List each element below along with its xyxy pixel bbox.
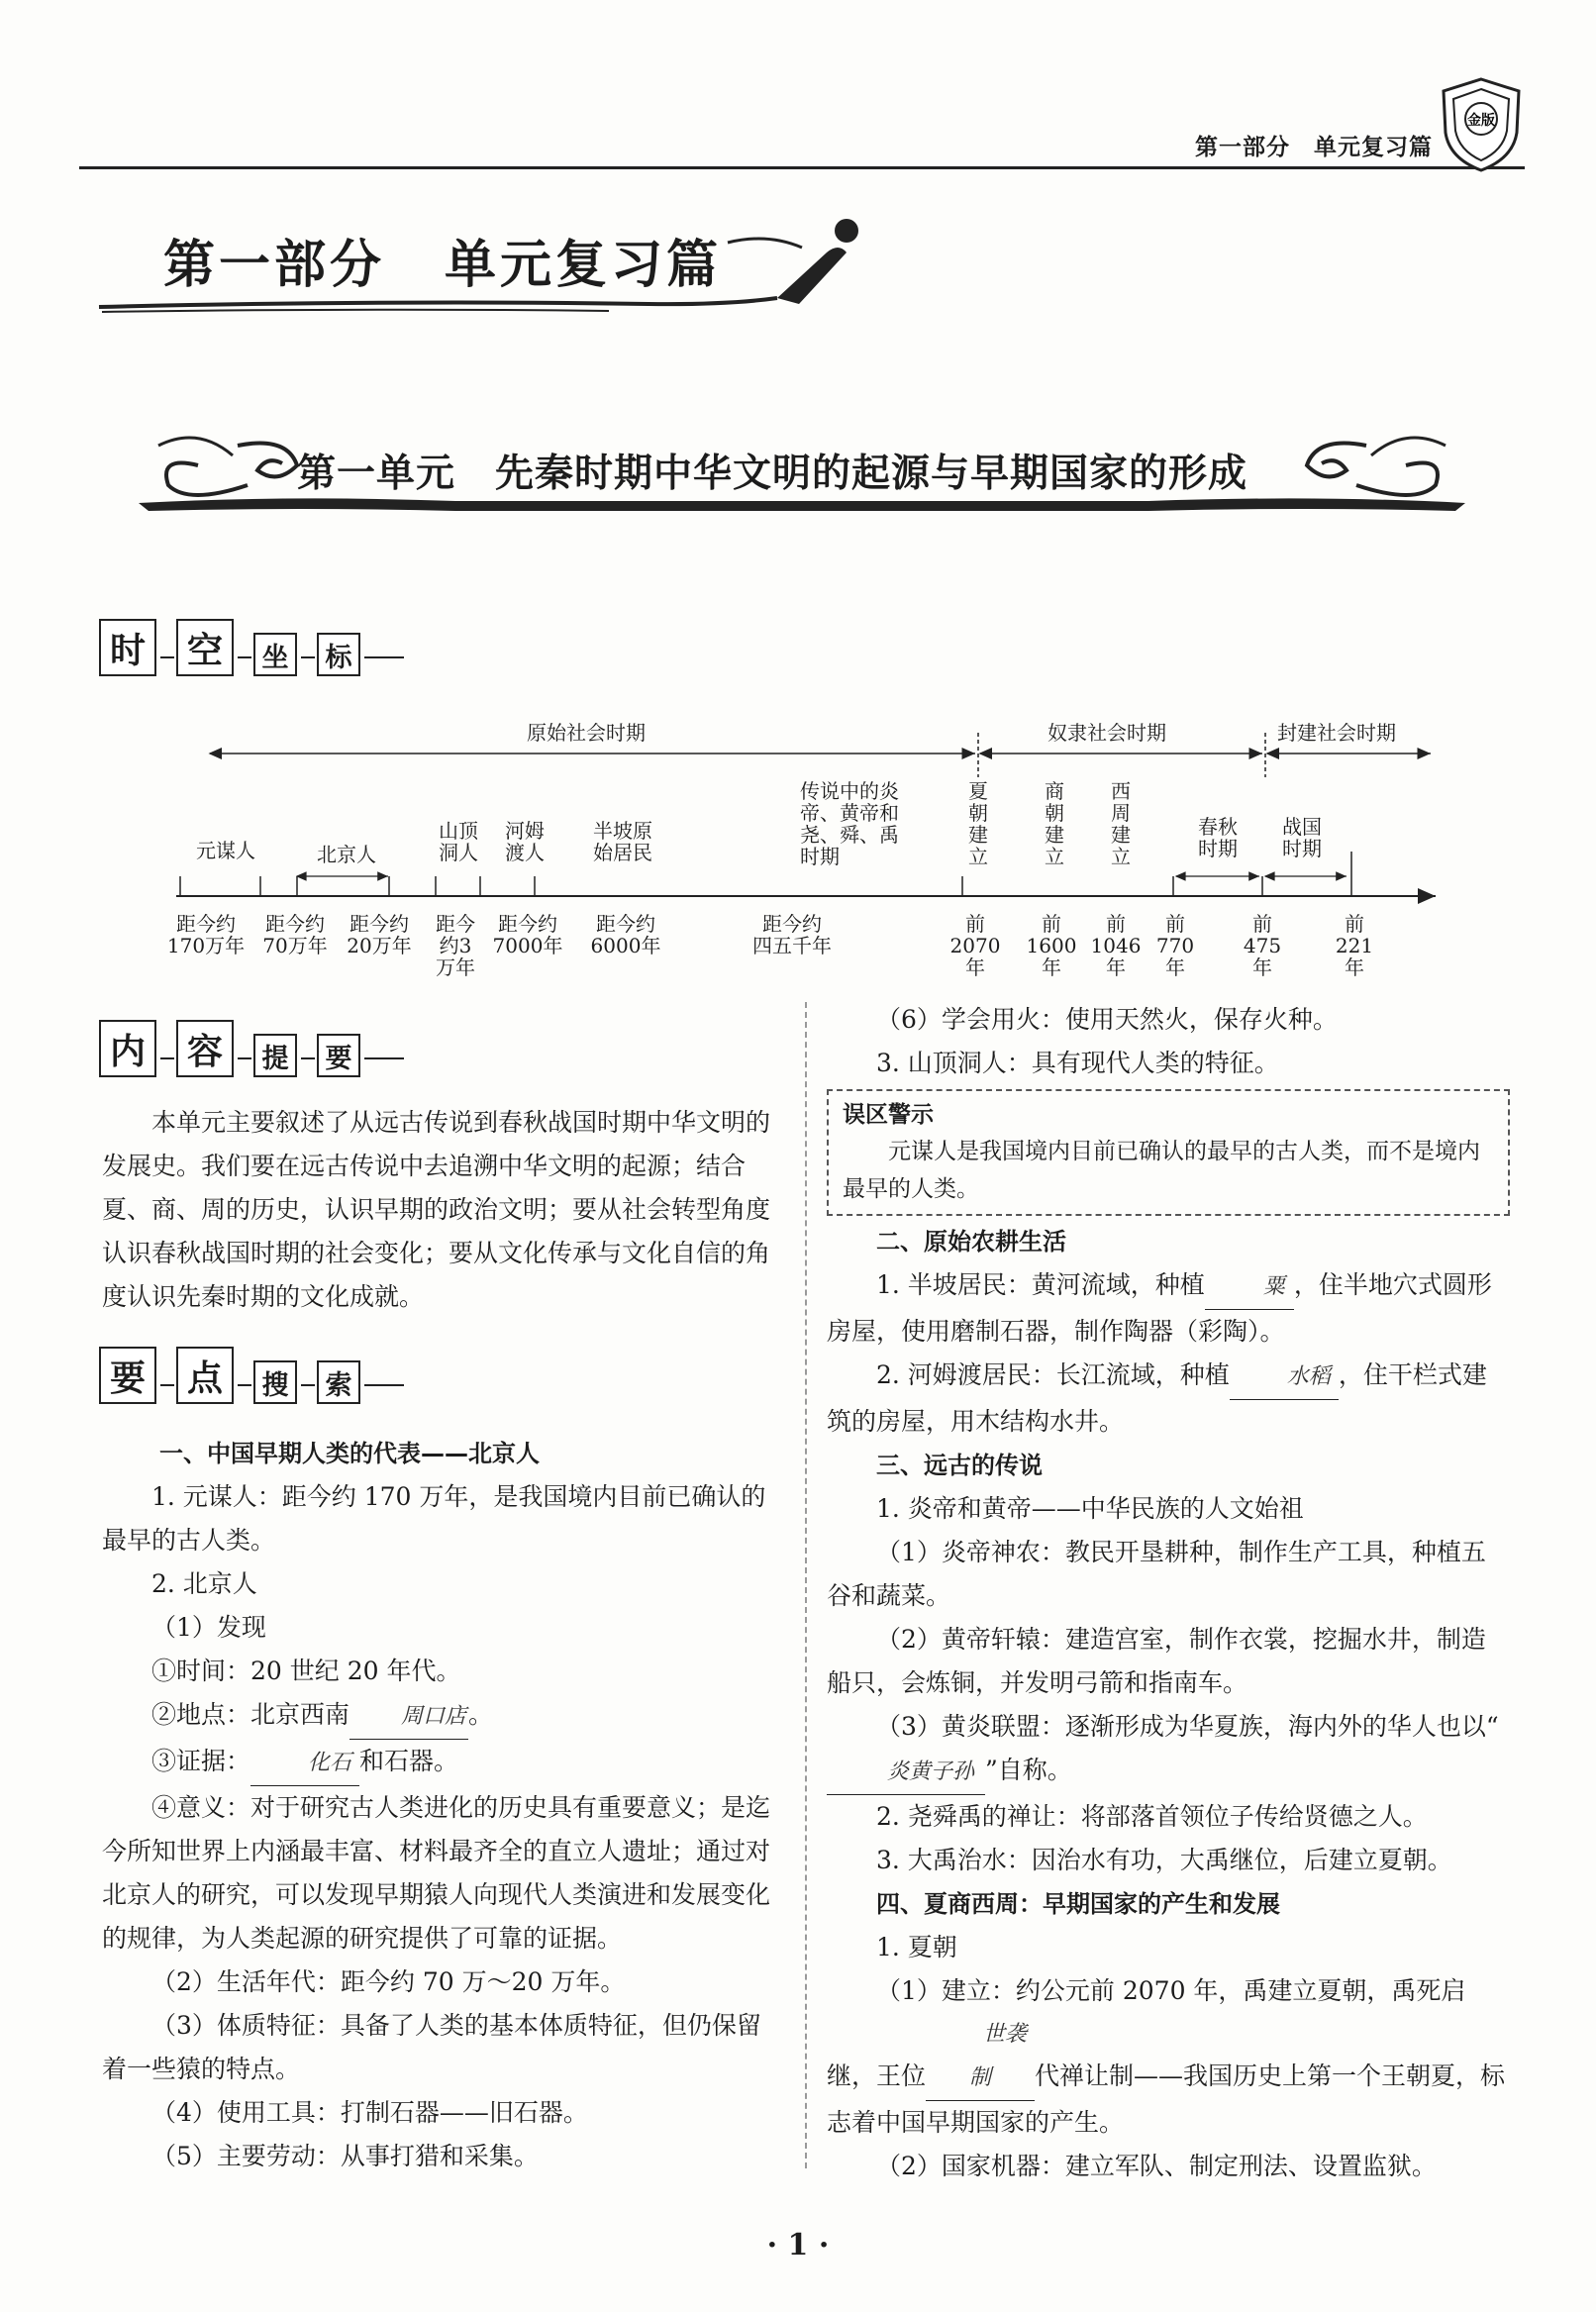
running-header: 第一部分 单元复习篇 [1195, 135, 1433, 160]
date-label: 距今约 70万年 [262, 912, 328, 957]
unit-title: 第一单元 先秦时期中华文明的起源与早期国家的形成 [297, 452, 1248, 496]
paragraph: （5）主要劳动：从事打猎和采集。 [151, 2142, 539, 2170]
part-title-left: 第一部分 [163, 236, 386, 295]
date-label: 距今 约3 万年 [436, 912, 475, 979]
column-divider [805, 1002, 807, 2168]
page-number: · 1 · [766, 2228, 830, 2262]
event-label: 春秋 时期 [1198, 815, 1238, 860]
event-label: 传说中的炎 帝、黄帝和 尧、舜、禹 时期 [800, 779, 899, 868]
heading-early-states: 四、夏商西周：早期国家的产生和发展 [876, 1890, 1280, 1918]
date-label: 前 1046 年 [1090, 912, 1142, 979]
era-label: 封建社会时期 [1277, 721, 1396, 745]
summary-block [102, 1101, 785, 1319]
heading-legends: 三、远古的传说 [876, 1452, 1043, 1479]
event-label: 元谋人 [196, 839, 255, 862]
paragraph: 2. 河姆渡居民：长江流域，种植 水稻 ，住干栏式建筑的房屋，用木结构水井。 [827, 1354, 1510, 1444]
heading-char: 标 [317, 633, 360, 676]
heading-char: 空 [176, 619, 234, 676]
date-label: 距今约 7000年 [492, 912, 563, 957]
part-title-right: 单元复习篇 [445, 236, 723, 295]
crest-text: 金版 [1467, 113, 1495, 129]
event-label: 战国 时期 [1282, 815, 1322, 860]
heading-char: 内 [99, 1020, 156, 1077]
fill-blank-answer: 化石 [250, 1742, 359, 1786]
paragraph: 3. 大禹治水：因治水有功，大禹继位，后建立夏朝。 [876, 1846, 1452, 1874]
event-label: 北京人 [317, 843, 376, 866]
heading-char: 时 [99, 619, 156, 676]
title-brush-decoration [94, 213, 876, 322]
date-label: 距今约 四五千年 [752, 912, 832, 957]
warning-body: 元谋人是我国境内目前已确认的最早的古人类，而不是境内最早的人类。 [843, 1139, 1480, 1202]
paragraph: （2）黄帝轩辕：建造宫室，制作衣裳，挖掘水井，制造船只，会炼铜，并发明弓箭和指南车。 [827, 1625, 1486, 1697]
paragraph: 1. 炎帝和黄帝——中华民族的人文始祖 [876, 1494, 1304, 1523]
fill-blank-answer: 炎黄子孙 [827, 1751, 985, 1795]
date-label: 前 2070 年 [949, 912, 1001, 979]
paragraph: ④意义：对于研究古人类进化的历史具有重要意义；是迄今所知世界上内涵最丰富、材料最齐全的直立人遗址；通过对北京人的研究，可以发现早期猿人向现代人类演进和发展变化的规律，为人类起源的研究提供了可靠的证据。 [102, 1793, 771, 1953]
paragraph: （1）炎帝神农：教民开垦耕种，制作生产工具，种植五谷和蔬菜。 [827, 1538, 1486, 1610]
paragraph: （2）国家机器：建立军队、制定刑法、设置监狱。 [876, 2152, 1437, 2180]
paragraph: （3）黄炎联盟：逐渐形成为华夏族，海内外的华人也以“炎黄子孙 ”自称。 [827, 1705, 1510, 1795]
misconception-warning-box [827, 1089, 1510, 1216]
heading-char: 容 [176, 1020, 234, 1077]
heading-farming: 二、原始农耕生活 [876, 1228, 1066, 1256]
event-label: 半坡原 始居民 [593, 819, 652, 864]
paragraph: 1. 夏朝 [876, 1933, 957, 1961]
event-label: 商 朝 建 立 [1045, 779, 1064, 868]
date-label: 距今约 6000年 [590, 912, 661, 957]
era-label: 奴隶社会时期 [1047, 721, 1166, 745]
header-rule [79, 166, 1525, 169]
date-label: 距今约 20万年 [347, 912, 412, 957]
event-label: 夏 朝 建 立 [968, 779, 988, 868]
fill-blank-answer: 周口店 [349, 1695, 468, 1740]
summary-text: 本单元主要叙述了从远古传说到春秋战国时期中华文明的发展史。我们要在远古传说中去追溯中华文明的起源；结合夏、商、周的历史，认识早期的政治文明；要从社会转型角度认识春秋战国时期的社会变化；要从文化传承与文化自信的角度认识先秦时期的文化成就。 [102, 1108, 771, 1311]
date-label: 距今约 170万年 [166, 912, 246, 957]
summary-section-heading [99, 1020, 404, 1077]
paragraph: 1. 半坡居民：黄河流域，种植 粟 ，住半地穴式圆形房屋，使用磨制石器，制作陶器（彩陶）。 [827, 1263, 1510, 1354]
fill-blank-answer: 水稻 [1230, 1356, 1339, 1400]
event-label: 山顶 洞人 [439, 819, 478, 864]
paragraph: （1）建立：约公元前 2070 年，禹建立夏朝，禹死启继，王位世袭制 代禅让制——我国历史上第一个王朝夏，标志着中国早期国家的产生。 [827, 1976, 1506, 2137]
date-label: 前 475 年 [1243, 912, 1282, 979]
date-label: 前 1600 年 [1026, 912, 1077, 979]
keypoints-section-heading [99, 1347, 404, 1404]
paragraph: ③证据： 化石 和石器。 [102, 1740, 785, 1786]
heading-char: 提 [253, 1034, 297, 1077]
paragraph: ①时间：20 世纪 20 年代。 [151, 1657, 461, 1685]
date-label: 前 770 年 [1155, 912, 1195, 979]
heading-char: 要 [99, 1347, 156, 1404]
date-label: 前 221 年 [1335, 912, 1374, 979]
event-label: 西 周 建 立 [1111, 779, 1131, 868]
right-column [827, 998, 1510, 2188]
paragraph: （1）发现 [151, 1613, 266, 1642]
timeline-section-heading [99, 619, 404, 676]
paragraph: （6）学会用火：使用天然火，保存火种。 [876, 1005, 1338, 1034]
paragraph: （4）使用工具：打制石器——旧石器。 [151, 2098, 588, 2127]
paragraph: ②地点：北京西南 周口店。 [102, 1693, 785, 1740]
warning-title: 误区警示 [843, 1102, 934, 1128]
heading-char: 搜 [253, 1360, 297, 1404]
paragraph: 2. 尧舜禹的禅让：将部落首领位子传给贤德之人。 [876, 1802, 1428, 1831]
heading-char: 点 [176, 1347, 234, 1404]
heading-char: 索 [317, 1360, 360, 1404]
fill-blank-answer: 粟 [1205, 1265, 1294, 1310]
heading-char: 要 [317, 1034, 360, 1077]
paragraph: 1. 元谋人：距今约 170 万年，是我国境内目前已确认的最早的古人类。 [102, 1482, 766, 1555]
heading-char: 坐 [253, 633, 297, 676]
left-column [102, 1432, 785, 2178]
paragraph: （2）生活年代：距今约 70 万～20 万年。 [151, 1967, 626, 1996]
era-label: 原始社会时期 [527, 721, 646, 745]
heading-peking-man: 一、中国早期人类的代表——北京人 [159, 1440, 540, 1467]
event-label: 河姆 渡人 [505, 819, 545, 864]
paragraph: 3. 山顶洞人：具有现代人类的特征。 [876, 1049, 1279, 1077]
fill-blank-answer: 世袭制 [926, 2013, 1035, 2101]
paragraph: （3）体质特征：具备了人类的基本体质特征，但仍保留着一些猿的特点。 [102, 2011, 761, 2083]
paragraph: 2. 北京人 [151, 1569, 257, 1598]
publisher-crest-icon [1436, 75, 1527, 174]
